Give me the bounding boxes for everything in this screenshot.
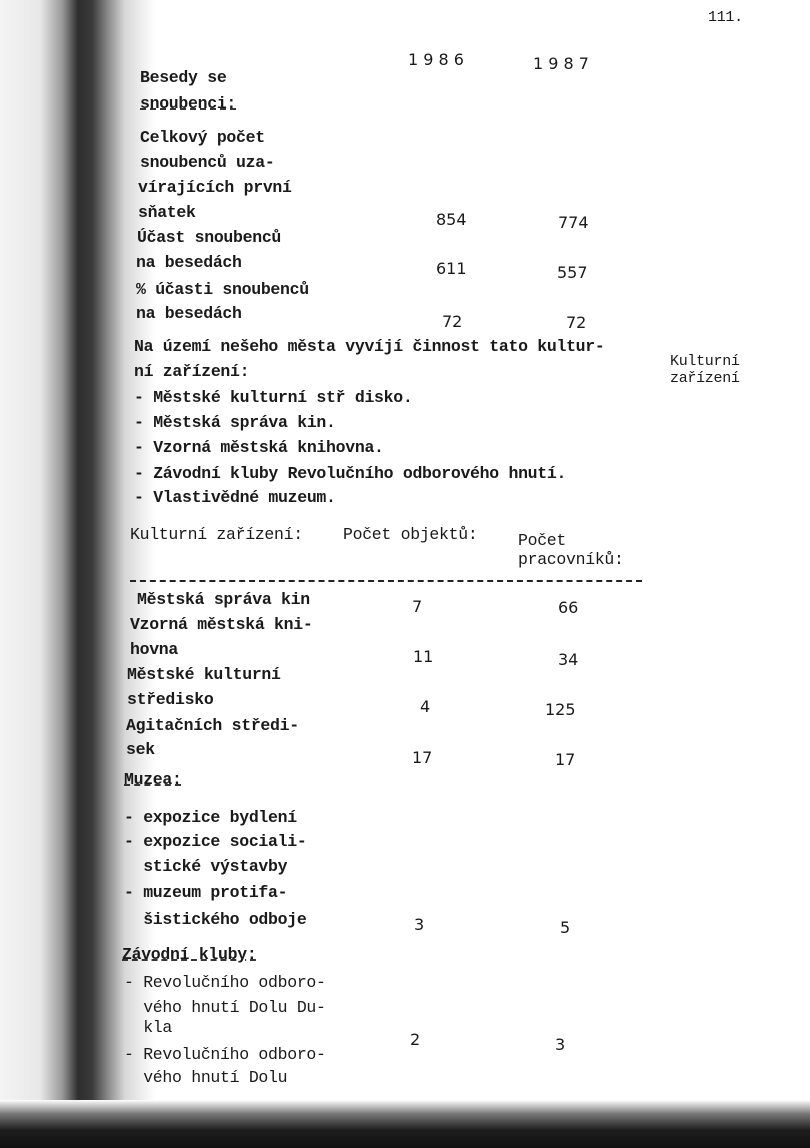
table-row-label: Agitačních středi- xyxy=(126,716,299,735)
margin-note: Kulturní xyxy=(670,353,740,370)
row-label: snoubenců uza- xyxy=(140,153,275,172)
scan-bottom-edge xyxy=(0,1100,810,1148)
table-header: Počet objektů: xyxy=(343,525,478,544)
facility-list-item: - Závodní kluby Revolučního odborového hnutí. xyxy=(134,464,567,483)
value-1986: 611 xyxy=(436,259,467,278)
objects-count: 3 xyxy=(414,915,425,934)
workers-count: 34 xyxy=(558,650,579,669)
row-label: vírajících první xyxy=(138,178,292,197)
page-number: 111. xyxy=(708,9,743,26)
workers-count: 5 xyxy=(560,918,571,937)
row-label: Účast snoubenců xyxy=(137,228,282,247)
table-row-label: středisko xyxy=(127,690,214,709)
section-heading: Besedy se xyxy=(140,68,227,87)
objects-count: 11 xyxy=(413,647,434,666)
row-label: Celkový počet xyxy=(140,128,265,147)
row-label: na besedách xyxy=(136,253,242,272)
facility-list-item: - Městská správa kin. xyxy=(134,413,336,432)
row-label: % účasti snoubenců xyxy=(136,280,309,299)
table-row-label: Vzorná městská kni- xyxy=(130,615,313,634)
museum-line: - muzeum protifa- xyxy=(124,883,288,902)
workers-count: 3 xyxy=(555,1035,566,1054)
table-row-label: sek xyxy=(126,740,155,759)
table-header: pracovníků: xyxy=(518,550,624,569)
museum-line: šistického odboje xyxy=(124,910,307,929)
club-line: kla xyxy=(124,1018,173,1037)
facility-list-item: - Městské kulturní stř disko. xyxy=(134,388,413,407)
club-line: - Revolučního odboro- xyxy=(124,1045,326,1064)
value-1986: 72 xyxy=(442,312,463,331)
intro-text: Na území nešeho města vyvíjí činnost tato kultur- xyxy=(134,337,605,356)
museum-line: - expozice bydlení xyxy=(124,808,297,827)
museum-line: - expozice sociali- xyxy=(124,832,307,851)
objects-count: 2 xyxy=(410,1030,421,1049)
table-divider xyxy=(130,580,642,582)
section-heading: snoubenci: xyxy=(140,94,237,113)
table-header: Počet xyxy=(518,531,567,550)
table-row-label: Městské kulturní xyxy=(127,665,281,684)
club-line: - Revolučního odboro- xyxy=(124,973,326,992)
facility-list-item: - Vlastivědné muzeum. xyxy=(134,488,336,507)
year-1987: 1 9 8 7 xyxy=(533,54,589,73)
table-header: Kulturní zařízení: xyxy=(130,525,303,544)
workers-count: 66 xyxy=(558,598,579,617)
facility-list-item: - Vzorná městská knihovna. xyxy=(134,438,384,457)
intro-text: ní zařízení: xyxy=(134,362,250,381)
margin-note: zařízení xyxy=(670,370,740,387)
objects-count: 17 xyxy=(412,748,433,767)
workers-count: 125 xyxy=(545,700,576,719)
workers-count: 17 xyxy=(555,750,576,769)
table-row-label: Městská správa kin xyxy=(137,590,310,609)
objects-count: 4 xyxy=(420,697,431,716)
row-label: sňatek xyxy=(138,203,196,222)
club-line: vého hnutí Dolu xyxy=(124,1068,288,1087)
club-line: vého hnutí Dolu Du- xyxy=(124,998,326,1017)
year-1986: 1 9 8 6 xyxy=(408,50,464,69)
table-row-label: hovna xyxy=(130,640,179,659)
museums-heading: Muzea: xyxy=(124,770,182,789)
row-label: na besedách xyxy=(136,304,242,323)
value-1987: 774 xyxy=(558,213,589,232)
museum-line: stické výstavby xyxy=(124,857,288,876)
value-1987: 72 xyxy=(566,313,587,332)
objects-count: 7 xyxy=(412,597,423,616)
value-1986: 854 xyxy=(436,210,467,229)
value-1987: 557 xyxy=(557,263,588,282)
clubs-heading: Závodní kluby: xyxy=(122,945,257,964)
